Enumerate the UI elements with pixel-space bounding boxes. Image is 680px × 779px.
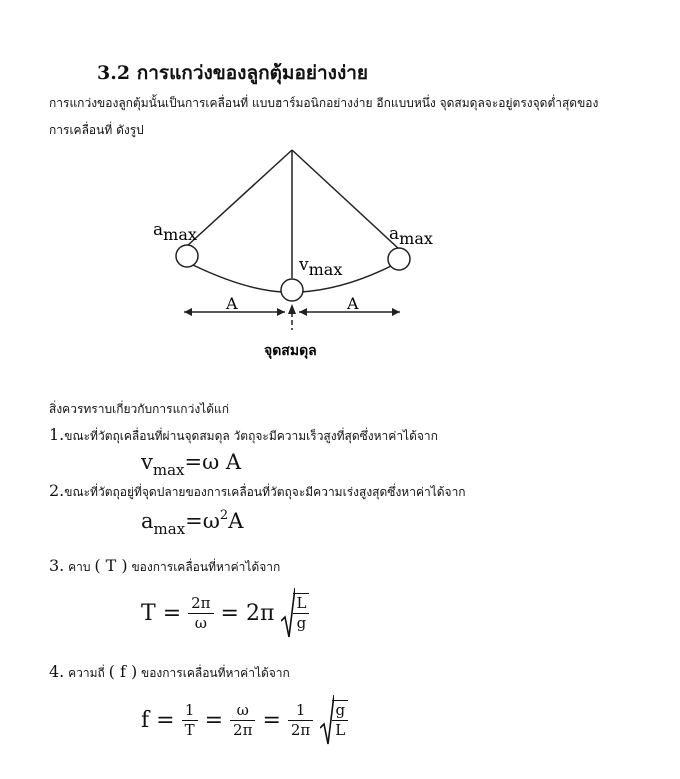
item-1-text: ขณะที่วัตถุเคลื่อนที่ผ่านจุดสมดุล วัตถุจะมีความเร็วสูงที่สุดซึ่งหาค่าได้จาก: [64, 429, 438, 443]
label-a-right: amax: [389, 224, 433, 248]
formula-vmax: $v_{max}=\omega$ A: [141, 450, 242, 479]
bob-right: [388, 248, 410, 270]
section-title: การแกว่งของลูกตุ้มอย่างง่าย: [136, 62, 369, 84]
item-1: [49, 425, 438, 446]
item-3: [49, 556, 280, 577]
formula-period: T = $\frac{2\pi}{\omega}$ = 2π $\frac{L}{g}$: [141, 587, 309, 639]
bob-left: [176, 245, 198, 267]
label-v-max: vmax: [299, 255, 343, 279]
item-4-number: 4.: [49, 662, 65, 681]
pendulum-diagram: [0, 0, 680, 380]
sqrt-l-over-g: $\frac{L}{g}$: [281, 587, 309, 639]
item-3-text: ของการเคลื่อนที่หาค่าได้จาก: [131, 560, 281, 574]
arrowhead-left-b: [277, 308, 285, 316]
bob-center: [281, 279, 303, 301]
item-3-number: 3.: [49, 556, 65, 575]
label-amp-left: A: [226, 294, 238, 313]
item-1-number: 1.: [49, 425, 65, 444]
intro-line-2: การเคลื่อนที่ ดังรูป: [49, 123, 144, 137]
label-amp-right: A: [347, 294, 359, 313]
facts-title: สิ่งควรทราบเกี่ยวกับการแกว่งได้แก่: [49, 402, 229, 416]
section-number: 3.2: [97, 62, 131, 84]
item-2: [49, 481, 466, 502]
arrowhead-up: [288, 304, 296, 314]
item-2-number: 2.: [49, 481, 65, 500]
string-left: [187, 150, 292, 246]
intro-line-1: การแกว่งของลูกตุ้มนั้นเป็นการเคลื่อนที่ แบบฮาร์มอนิกอย่างง่าย อีกแบบหนึ่ง จุดสมดุลจะอยู่ตรงจุดต่ำสุดของ: [49, 96, 599, 110]
item-4-symbol: ( f ): [108, 662, 138, 681]
swing-arc: [193, 265, 283, 292]
item-4: [49, 662, 290, 683]
item-3-pre: คาบ: [68, 560, 91, 574]
arrowhead-right-a: [299, 308, 307, 316]
string-right: [292, 150, 399, 249]
arrowhead-left-a: [184, 308, 192, 316]
label-a-left: amax: [153, 220, 197, 244]
formula-amax: $a_{max}=\omega^2A$: [141, 508, 244, 538]
item-4-pre: ความถี่: [68, 666, 105, 680]
label-equilibrium: จุดสมดุล: [264, 343, 317, 359]
sqrt-g-over-l: $\frac{g}{L}$: [320, 694, 348, 746]
formula-frequency: f = $\frac{1}{T}$ = $\frac{\omega}{2\pi}$ = $\frac{1}{2\pi}$ $\frac{g}{L}$: [141, 694, 348, 746]
item-3-symbol: ( T ): [94, 556, 128, 575]
arrowhead-right-b: [392, 308, 400, 316]
item-2-text: ขณะที่วัตถุอยู่ที่จุดปลายของการเคลื่อนที่วัตถุจะมีความเร่งสูงสุดซึ่งหาค่าได้จาก: [64, 485, 466, 499]
item-4-text: ของการเคลื่อนที่หาค่าได้จาก: [141, 666, 290, 680]
